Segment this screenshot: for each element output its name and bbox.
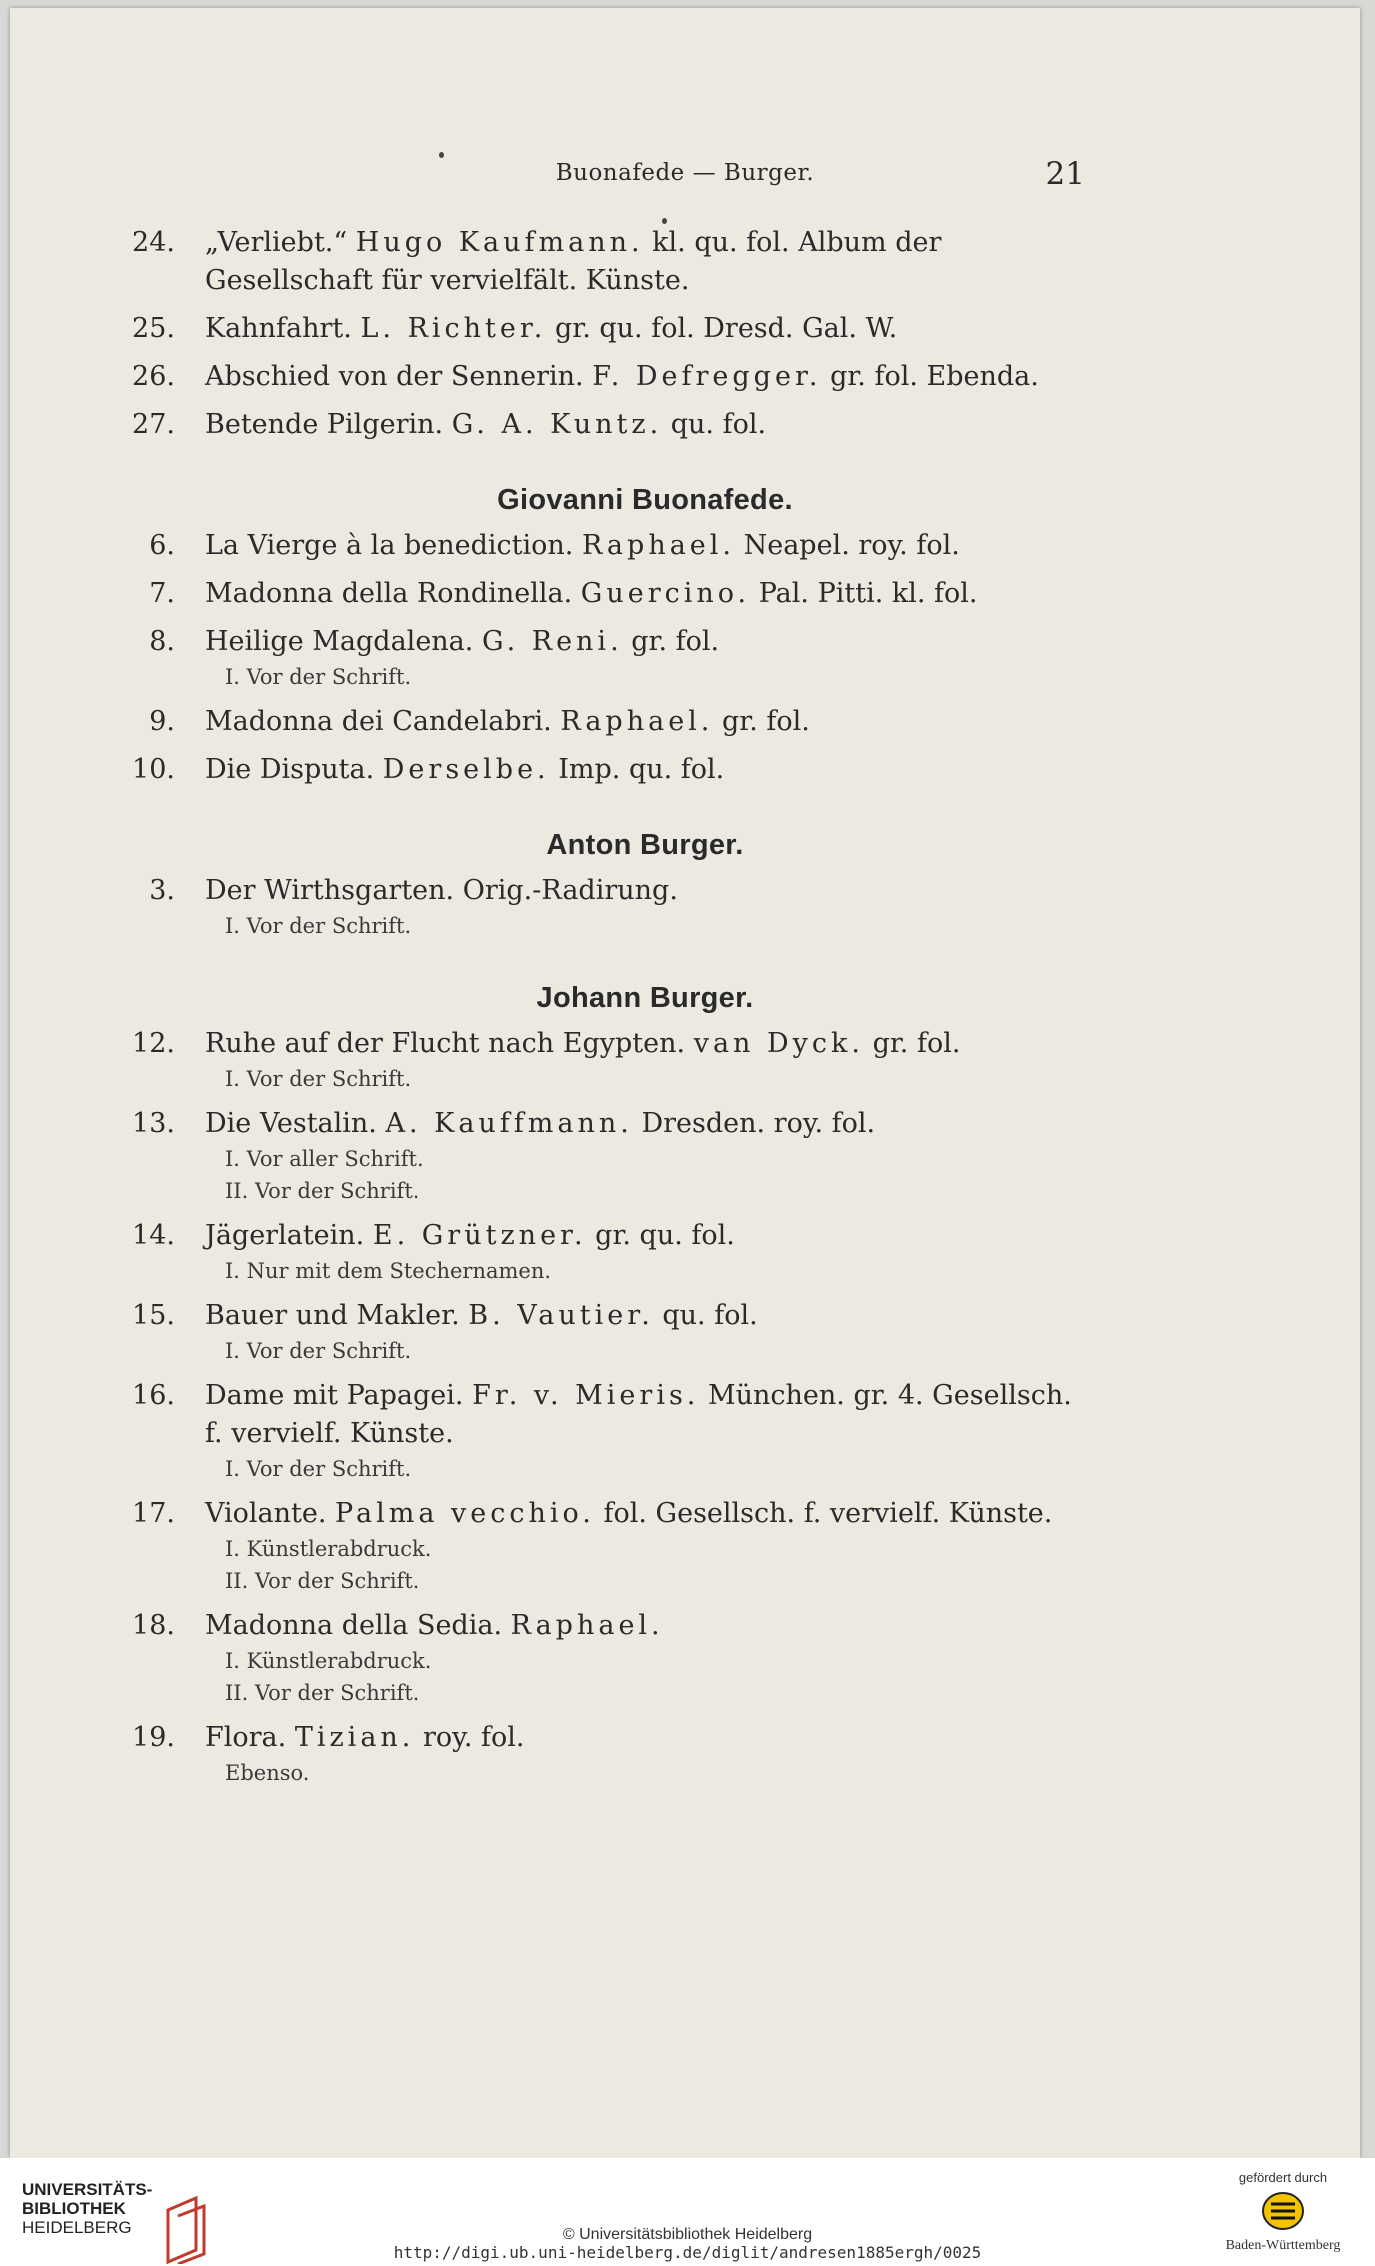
entry-spacer bbox=[125, 942, 1085, 952]
entry-text bbox=[205, 623, 1085, 661]
entry-text bbox=[205, 1495, 1085, 1533]
entry-number: 17. bbox=[132, 1498, 175, 1529]
entry-spacer bbox=[125, 1597, 1085, 1607]
catalog-entry bbox=[125, 575, 1085, 613]
entry-spacer bbox=[125, 565, 1085, 575]
catalog-entry bbox=[125, 527, 1085, 565]
entry-artist: F. Defregger. bbox=[592, 361, 822, 392]
entry-artist: A. Kauffmann. bbox=[385, 1108, 633, 1139]
entry-artist: Raphael. bbox=[510, 1610, 664, 1641]
library-name-line2: BIBLIOTHEK bbox=[22, 2199, 126, 2218]
entry-text bbox=[205, 1297, 1085, 1335]
sponsor-block bbox=[1213, 2170, 1353, 2254]
entry-number: 15. bbox=[132, 1300, 175, 1331]
entry-artist: Raphael. bbox=[581, 530, 735, 561]
section-heading: Johann Burger. bbox=[536, 982, 754, 1014]
entry-number: 18. bbox=[132, 1610, 175, 1641]
catalog-entry bbox=[125, 1495, 1085, 1533]
entry-state-note: II. Vor der Schrift. bbox=[225, 1179, 420, 1203]
catalog-entry bbox=[125, 751, 1085, 789]
entry-artist: Hugo Kaufmann. bbox=[355, 227, 644, 258]
entry-title: Der Wirthsgarten. bbox=[205, 875, 455, 906]
entry-title: Heilige Magdalena. bbox=[205, 626, 474, 657]
entry-text bbox=[205, 703, 1085, 741]
entry-details: qu. fol. bbox=[662, 1300, 758, 1331]
entry-text bbox=[205, 1217, 1085, 1255]
entry-spacer bbox=[125, 1095, 1085, 1105]
entry-details: Orig.-Radirung. bbox=[462, 875, 678, 906]
entry-artist: Guercino. bbox=[580, 578, 751, 609]
entry-title: Madonna dei Candelabri. bbox=[205, 706, 552, 737]
entry-spacer bbox=[125, 693, 1085, 703]
entry-number: 14. bbox=[132, 1220, 175, 1251]
entry-text bbox=[205, 1105, 1085, 1143]
catalog-entry bbox=[125, 1607, 1085, 1645]
entry-artist: Raphael. bbox=[560, 706, 714, 737]
entry-artist: Fr. v. Mieris. bbox=[472, 1380, 700, 1411]
entry-details: Neapel. roy. fol. bbox=[743, 530, 960, 561]
entry-artist: van Dyck. bbox=[693, 1028, 864, 1059]
entry-number: 16. bbox=[132, 1380, 175, 1411]
entry-state-note: I. Vor aller Schrift. bbox=[225, 1147, 424, 1171]
entry-title: Flora. bbox=[205, 1722, 287, 1753]
entry-text bbox=[205, 358, 1085, 396]
entry-spacer bbox=[125, 348, 1085, 358]
catalog-entry bbox=[125, 310, 1085, 348]
entry-text bbox=[205, 310, 1085, 348]
sponsor-label: gefördert durch bbox=[1238, 2170, 1328, 2185]
digitization-footer bbox=[0, 2158, 1375, 2266]
copyright-notice: © Universitätsbibliothek Heidelberg bbox=[562, 2226, 813, 2243]
entry-text bbox=[205, 224, 1085, 300]
entry-state-note: Ebenso. bbox=[225, 1761, 310, 1785]
entry-state-note: I. Nur mit dem Stechernamen. bbox=[225, 1259, 552, 1283]
entry-title: Dame mit Papagei. bbox=[205, 1380, 464, 1411]
coat-of-arms-icon bbox=[1261, 2191, 1305, 2231]
entry-text bbox=[205, 575, 1085, 613]
catalog-content bbox=[125, 224, 1085, 1799]
entry-number: 3. bbox=[149, 875, 175, 906]
entry-spacer bbox=[125, 613, 1085, 623]
entry-number: 25. bbox=[132, 313, 175, 344]
entry-details: gr. fol. Ebenda. bbox=[830, 361, 1039, 392]
section-heading: Giovanni Buonafede. bbox=[497, 484, 793, 516]
entry-artist: Tizian. bbox=[294, 1722, 415, 1753]
catalog-entry bbox=[125, 623, 1085, 661]
entry-spacer bbox=[125, 1485, 1085, 1495]
entry-title: Jägerlatein. bbox=[205, 1220, 365, 1251]
entry-details: München. gr. 4. Gesellsch. f. vervielf. Künste. bbox=[205, 1380, 1072, 1449]
catalog-entry bbox=[125, 703, 1085, 741]
entry-number: 9. bbox=[149, 706, 175, 737]
entry-title: Madonna della Sedia. bbox=[205, 1610, 503, 1641]
entry-title: Abschied von der Sennerin. bbox=[205, 361, 584, 392]
entry-artist: B. Vautier. bbox=[468, 1300, 654, 1331]
catalog-entry bbox=[125, 1297, 1085, 1335]
entry-details: gr. fol. bbox=[872, 1028, 961, 1059]
entry-spacer bbox=[125, 789, 1085, 799]
catalog-entry bbox=[125, 872, 1085, 910]
entry-state-note: I. Vor der Schrift. bbox=[225, 665, 412, 689]
entry-state-note: I. Vor der Schrift. bbox=[225, 914, 412, 938]
catalog-entry bbox=[125, 1377, 1085, 1453]
entry-artist: E. Grützner. bbox=[372, 1220, 587, 1251]
entry-artist: G. A. Kuntz. bbox=[451, 409, 663, 440]
entry-spacer bbox=[125, 1367, 1085, 1377]
entry-title: Ruhe auf der Flucht nach Egypten. bbox=[205, 1028, 686, 1059]
entry-text bbox=[205, 1377, 1085, 1453]
entry-spacer bbox=[125, 444, 1085, 454]
entry-title: Die Vestalin. bbox=[205, 1108, 377, 1139]
entry-title: „Verliebt.“ bbox=[205, 227, 348, 258]
entry-number: 12. bbox=[132, 1028, 175, 1059]
entry-text bbox=[205, 527, 1085, 565]
entry-details: gr. fol. bbox=[631, 626, 720, 657]
entry-details: gr. fol. bbox=[721, 706, 810, 737]
entry-details: kl. qu. fol. Album der Gesellschaft für vervielfält. Künste. bbox=[205, 227, 942, 296]
entry-text bbox=[205, 872, 1085, 910]
entry-state-note: I. Künstlerabdruck. bbox=[225, 1649, 432, 1673]
entry-state-note: I. Vor der Schrift. bbox=[225, 1067, 412, 1091]
entry-artist: L. Richter. bbox=[360, 313, 547, 344]
entry-spacer bbox=[125, 1287, 1085, 1297]
entry-spacer bbox=[125, 741, 1085, 751]
entry-title: Kahnfahrt. bbox=[205, 313, 352, 344]
catalog-entry bbox=[125, 1719, 1085, 1757]
entry-state-note: II. Vor der Schrift. bbox=[225, 1681, 420, 1705]
entry-number: 8. bbox=[149, 626, 175, 657]
catalog-entry bbox=[125, 406, 1085, 444]
entry-artist: Palma vecchio. bbox=[335, 1498, 595, 1529]
entry-details: qu. fol. bbox=[670, 409, 767, 440]
sponsor-name: Baden-Württemberg bbox=[1225, 2238, 1341, 2253]
entry-spacer bbox=[125, 396, 1085, 406]
entry-text bbox=[205, 1025, 1085, 1063]
entry-spacer bbox=[125, 1789, 1085, 1799]
entry-title: Violante. bbox=[205, 1498, 327, 1529]
section-heading: Anton Burger. bbox=[546, 829, 744, 861]
entry-details: gr. qu. fol. bbox=[595, 1220, 735, 1251]
entry-title: Die Disputa. bbox=[205, 754, 375, 785]
running-head: Buonafede — Burger. bbox=[555, 160, 815, 186]
entry-title: La Vierge à la benediction. bbox=[205, 530, 574, 561]
entry-artist: G. Reni. bbox=[481, 626, 623, 657]
entry-number: 19. bbox=[132, 1722, 175, 1753]
entry-details: Pal. Pitti. kl. fol. bbox=[758, 578, 978, 609]
catalog-entry bbox=[125, 224, 1085, 300]
entry-title: Madonna della Rondinella. bbox=[205, 578, 573, 609]
catalog-entry bbox=[125, 1025, 1085, 1063]
source-url[interactable]: http://digi.ub.uni-heidelberg.de/diglit/andresen1885ergh/0025 bbox=[393, 2243, 982, 2262]
library-name-line3: HEIDELBERG bbox=[22, 2218, 132, 2237]
entry-number: 13. bbox=[132, 1108, 175, 1139]
catalog-entry bbox=[125, 358, 1085, 396]
entry-details: Imp. qu. fol. bbox=[558, 754, 725, 785]
entry-state-note: I. Künstlerabdruck. bbox=[225, 1537, 432, 1561]
entry-spacer bbox=[125, 1207, 1085, 1217]
entry-number: 24. bbox=[132, 227, 175, 258]
entry-details: gr. qu. fol. Dresd. Gal. W. bbox=[554, 313, 898, 344]
catalog-entry bbox=[125, 1105, 1085, 1143]
document-page bbox=[10, 8, 1360, 2158]
entry-artist: Derselbe. bbox=[382, 754, 550, 785]
entry-title: Bauer und Makler. bbox=[205, 1300, 460, 1331]
entry-state-note: I. Vor der Schrift. bbox=[225, 1339, 412, 1363]
entry-details: roy. fol. bbox=[422, 1722, 525, 1753]
entry-details: fol. Gesellsch. f. vervielf. Künste. bbox=[603, 1498, 1053, 1529]
entry-number: 6. bbox=[149, 530, 175, 561]
catalog-entry bbox=[125, 1217, 1085, 1255]
entry-number: 27. bbox=[132, 409, 175, 440]
entry-details: Dresden. roy. fol. bbox=[641, 1108, 876, 1139]
library-name-line1: UNIVERSITÄTS- bbox=[22, 2180, 153, 2199]
entry-text bbox=[205, 1719, 1085, 1757]
entry-spacer bbox=[125, 300, 1085, 310]
page-number: 21 bbox=[1045, 156, 1085, 192]
entry-spacer bbox=[125, 1709, 1085, 1719]
entry-text bbox=[205, 1607, 1085, 1645]
entry-state-note: II. Vor der Schrift. bbox=[225, 1569, 420, 1593]
entry-number: 10. bbox=[132, 754, 175, 785]
copyright-block bbox=[0, 2226, 1375, 2262]
entry-state-note: I. Vor der Schrift. bbox=[225, 1457, 412, 1481]
entry-number: 26. bbox=[132, 361, 175, 392]
entry-text bbox=[205, 406, 1085, 444]
entry-title: Betende Pilgerin. bbox=[205, 409, 444, 440]
entry-text bbox=[205, 751, 1085, 789]
entry-number: 7. bbox=[149, 578, 175, 609]
